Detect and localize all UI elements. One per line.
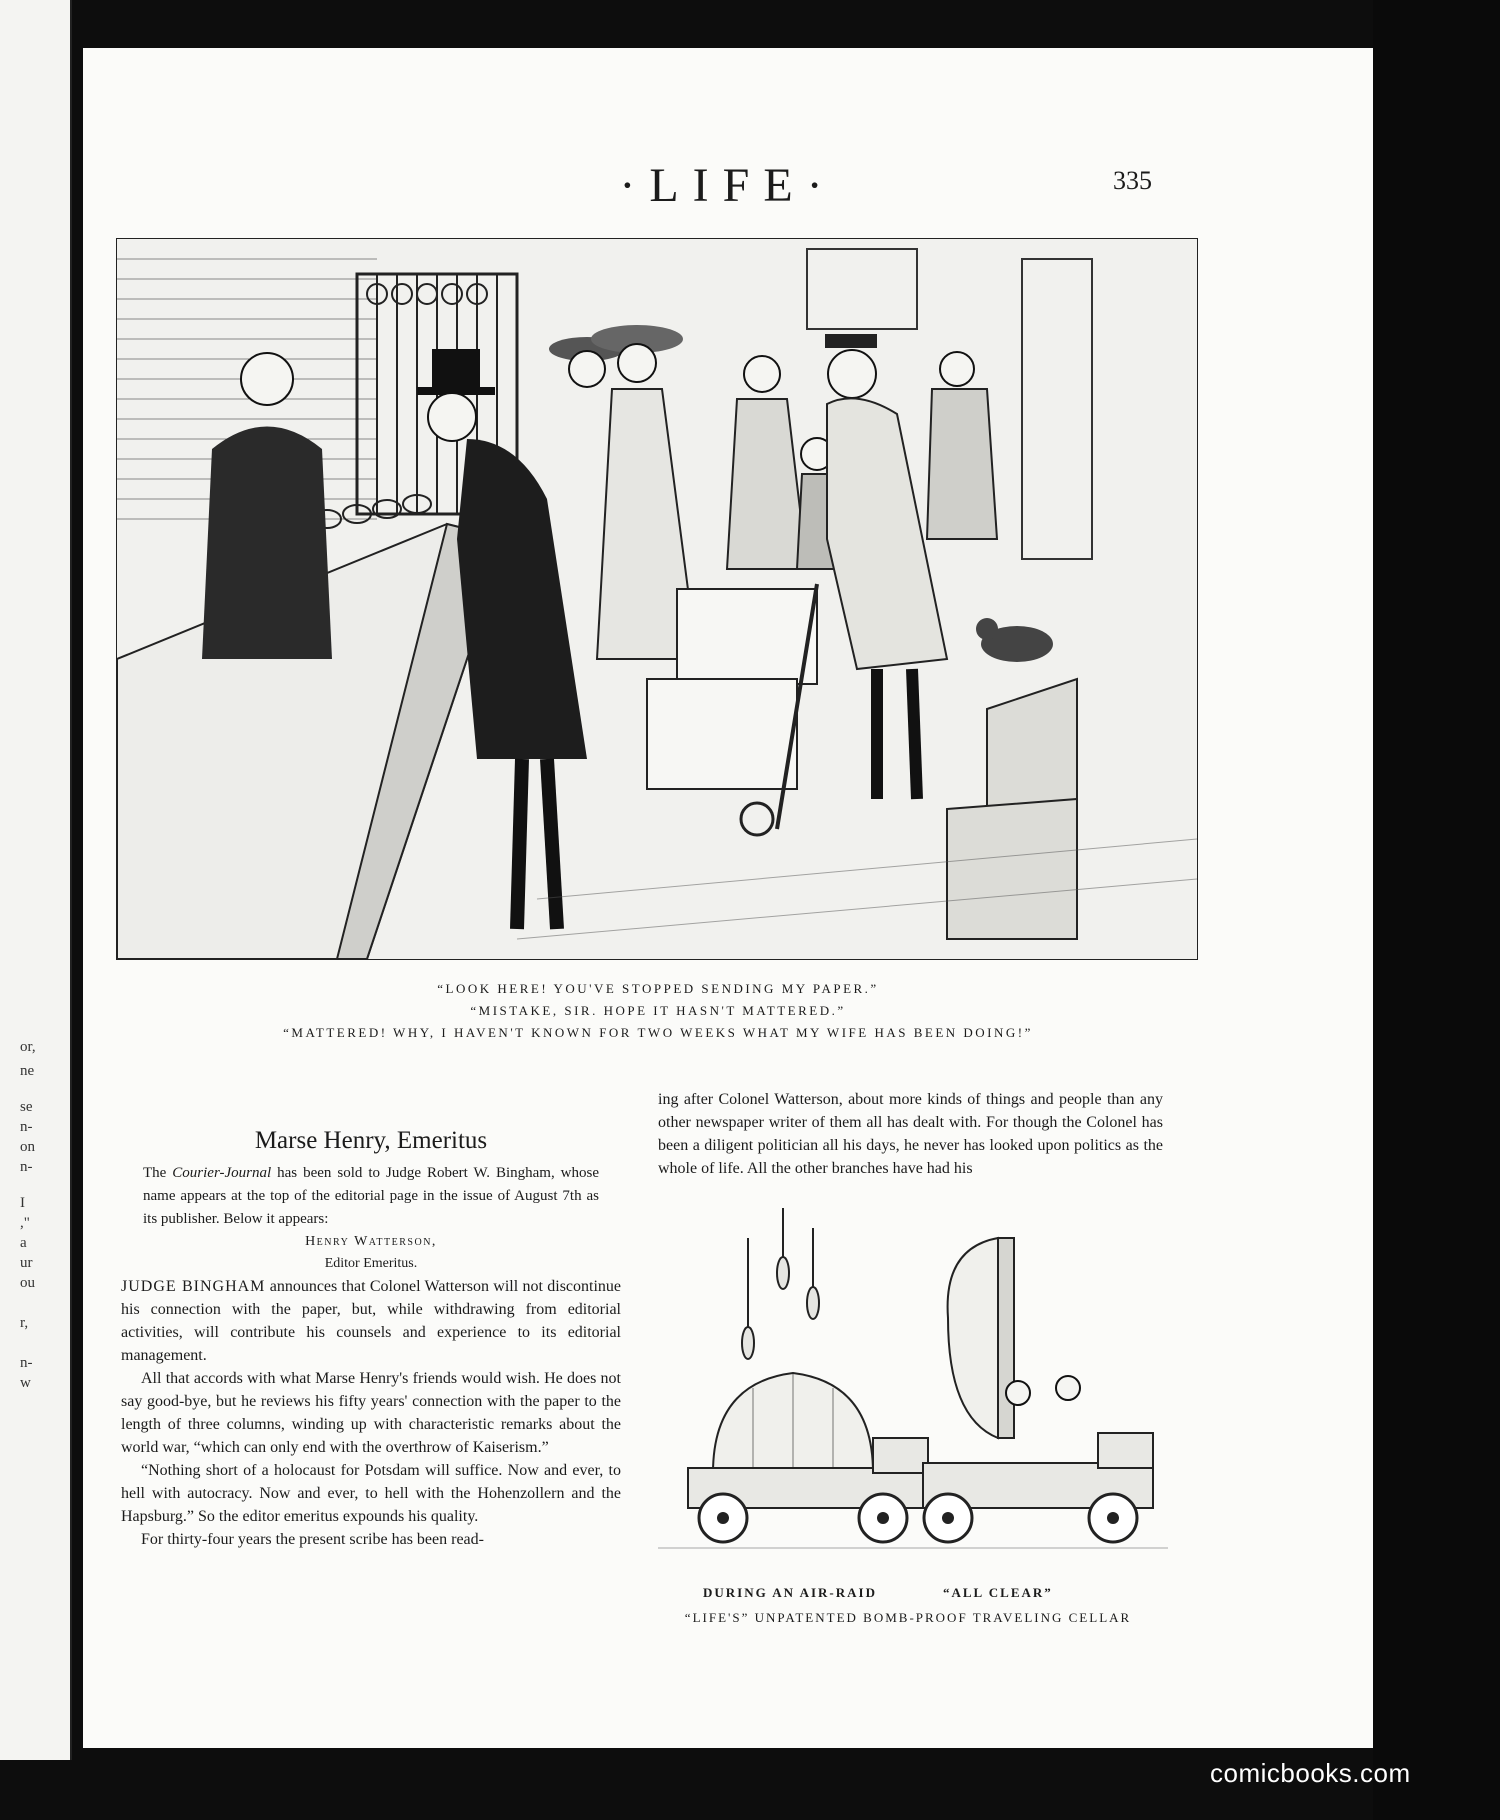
- paragraph-1-body: announces that Colonel Watterson will not discontinue his connection with the paper, but, while withdrawing from editorial activities, will contribute his counsels and experience to its editorial management.: [121, 1278, 622, 1364]
- article-paragraph-3: “Nothing short of a holocaust for Potsdam will suffice. Now and ever, to hell with autocracy. Now and ever, to hell with the Hohenzollern and the Hapsburg.” So the editor emeritus expounds his quality.: [121, 1462, 621, 1525]
- article-title: Marse Henry, Emeritus: [254, 1127, 488, 1154]
- left-fragment: ,": [20, 1215, 30, 1231]
- left-fragment: on: [20, 1139, 35, 1155]
- article-paragraph-4: For thirty-four years the present scribe has been read-: [141, 1531, 484, 1548]
- left-fragment: se: [20, 1099, 33, 1115]
- label-air-raid: DURING AN AIR-RAID: [703, 1585, 877, 1600]
- left-fragment: w: [20, 1375, 31, 1391]
- intro-after: has been sold to Judge Robert W. Bingham, whose name appears at the top of the editorial page in the issue of August 7th as its publisher. Below it appears:: [143, 1165, 600, 1227]
- illustration-caption: [273, 978, 1043, 1044]
- intro-before: The: [143, 1165, 173, 1181]
- attribution-role: Editor Emeritus.: [324, 1256, 418, 1271]
- article-continuation: ing after Colonel Watterson, about more kinds of things and people than any other newspaper writer of them all has dealt with. For though the Colonel has been a diligent politician all his days, he never has looked upon politics as the whole of life. All the other branches have had his: [658, 1091, 1163, 1177]
- left-fragment: n-: [20, 1159, 33, 1175]
- newspaper-office-illustration: [116, 238, 1198, 960]
- cartoon-drawing: [658, 1208, 1168, 1578]
- article-left-column: [121, 1126, 621, 1551]
- watermark: comicbooks.com: [1210, 1758, 1411, 1788]
- illustration-drawing: [117, 239, 1197, 959]
- left-fragment: I: [20, 1195, 25, 1211]
- cartoon-caption: “LIFE'S” UNPATENTED BOMB-PROOF TRAVELING CELLAR: [684, 1610, 1132, 1625]
- left-fragment: a: [20, 1235, 27, 1251]
- caption-line-2: “MISTAKE, SIR. HOPE IT HASN'T MATTERED.”: [470, 1003, 846, 1018]
- article-right-column: [658, 1088, 1163, 1180]
- magazine-page: [83, 48, 1373, 1748]
- caption-line-3: “MATTERED! WHY, I HAVEN'T KNOWN FOR TWO WEEKS WHAT MY WIFE HAS BEEN DOING!”: [283, 1025, 1033, 1040]
- label-all-clear: “ALL CLEAR”: [943, 1585, 1053, 1600]
- caption-line-1: “LOOK HERE! YOU'VE STOPPED SENDING MY PAPER.”: [437, 981, 879, 996]
- page-number: 335: [1113, 166, 1152, 195]
- attribution-name: Henry Watterson,: [305, 1234, 437, 1249]
- left-fragment: ne: [20, 1063, 35, 1079]
- article-paragraph-1: [121, 1275, 621, 1367]
- left-fragment: n-: [20, 1119, 33, 1135]
- attribution: [121, 1231, 621, 1275]
- left-fragment: ou: [20, 1275, 35, 1291]
- newspaper-name: Courier-Journal: [172, 1165, 272, 1181]
- article-intro: [121, 1162, 621, 1231]
- article-paragraph-2: All that accords with what Marse Henry's friends would wish. He does not say good-bye, but he reviews his fifty years' connection with the paper to the length of three columns, winding up with characteristic remarks about the world war, “which can only end with the overthrow of Kaiserism.”: [121, 1370, 621, 1456]
- masthead: ·LIFE·: [619, 159, 837, 212]
- left-page-edge: [0, 0, 72, 1760]
- left-fragment: ur: [20, 1255, 33, 1271]
- scan-background: [1373, 0, 1500, 1820]
- left-fragment: r,: [20, 1315, 29, 1331]
- bomb-proof-car-cartoon: [658, 1208, 1168, 1578]
- left-fragment: or,: [20, 1039, 36, 1055]
- paragraph-lead: JUDGE BINGHAM: [121, 1278, 266, 1295]
- left-fragment: n-: [20, 1355, 33, 1371]
